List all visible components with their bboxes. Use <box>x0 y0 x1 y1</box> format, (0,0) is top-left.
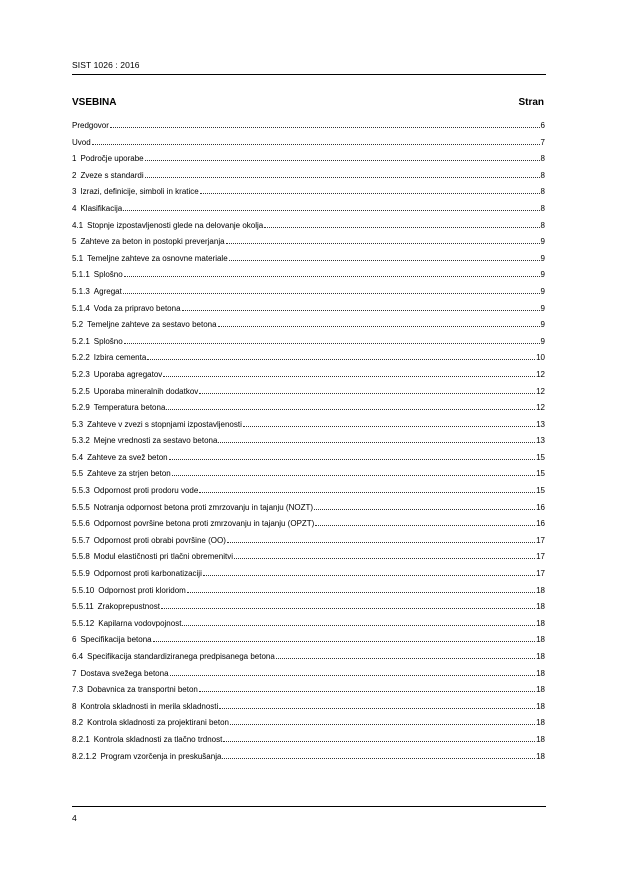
toc-entry-title: Kontrola skladnosti in merila skladnosti <box>80 701 219 711</box>
toc-entry-title: Splošno <box>93 336 123 346</box>
toc-entry[interactable] <box>72 400 545 417</box>
toc-entry-number: 5.1.4 <box>72 303 90 313</box>
toc-entry-page: 18 <box>536 718 545 728</box>
toc-entry-title: Izrazi, definicije, simboli in kratice <box>80 187 199 197</box>
toc-entry-number: 7 <box>72 668 77 678</box>
toc-entry-number: 5 <box>72 237 77 247</box>
toc-leader-dots <box>243 425 535 427</box>
toc-leader-dots <box>163 375 535 377</box>
toc-entry-number: 5.5.8 <box>72 552 90 562</box>
toc-leader-dots <box>172 474 535 476</box>
toc-entry-text <box>72 267 123 284</box>
toc-entry-number: 5.3 <box>72 419 84 429</box>
toc-entry[interactable] <box>72 151 545 168</box>
toc-entry[interactable] <box>72 118 545 135</box>
toc-title: VSEBINA <box>72 97 117 108</box>
toc-entry-text <box>72 632 152 649</box>
toc-entry[interactable] <box>72 632 545 649</box>
toc-entry-title: Temeljne zahteve za sestavo betona <box>87 320 217 330</box>
toc-leader-dots <box>276 657 535 659</box>
toc-leader-dots <box>123 292 540 294</box>
toc-entry[interactable] <box>72 566 545 583</box>
toc-entry-text <box>72 732 222 749</box>
toc-entry[interactable] <box>72 201 545 218</box>
toc-entry[interactable] <box>72 317 545 334</box>
toc-entry[interactable] <box>72 184 545 201</box>
toc-entry-title: Odpornost proti obrabi površine (OO) <box>93 535 226 545</box>
toc-entry[interactable] <box>72 699 545 716</box>
toc-entry-text <box>72 168 144 185</box>
toc-entry-text <box>72 715 229 732</box>
toc-leader-dots <box>234 557 535 559</box>
toc-leader-dots <box>264 226 539 228</box>
toc-entry[interactable] <box>72 284 545 301</box>
toc-entry-number: 8.2.1.2 <box>72 751 97 761</box>
toc-leader-dots <box>124 275 540 277</box>
toc-entry-text <box>72 417 242 434</box>
toc-entry-page: 18 <box>536 585 545 595</box>
toc-leader-dots <box>315 524 535 526</box>
toc-entry[interactable] <box>72 682 545 699</box>
toc-leader-dots <box>199 690 535 692</box>
toc-entry-number: 5.5.7 <box>72 535 90 545</box>
toc-entry-title: Odpornost površine betona proti zmrzovanju in tajanju (OPZT) <box>93 519 315 529</box>
toc-entry-text <box>72 549 233 566</box>
toc-entry-number: 5.1.1 <box>72 270 90 280</box>
toc-leader-dots <box>92 143 540 145</box>
toc-entry[interactable] <box>72 666 545 683</box>
toc-entry-text <box>72 533 226 550</box>
toc-entry-text <box>72 350 146 367</box>
toc-entry-number: 2 <box>72 170 77 180</box>
toc-entry-text <box>72 666 169 683</box>
toc-entry-text <box>72 234 225 251</box>
toc-entry-text <box>72 566 202 583</box>
toc-entry-page: 15 <box>536 486 545 496</box>
toc-entry-page: 18 <box>536 751 545 761</box>
toc-leader-dots <box>169 458 535 460</box>
toc-entry-text <box>72 699 218 716</box>
toc-entry-title: Kontrola skladnosti za projektirani beton <box>87 718 229 728</box>
toc-entry-text <box>72 616 181 633</box>
toc-entry[interactable] <box>72 533 545 550</box>
toc-leader-dots <box>145 159 540 161</box>
table-of-contents <box>72 118 545 765</box>
toc-entry-number: 5.2.9 <box>72 403 90 413</box>
toc-entry-page: 18 <box>536 602 545 612</box>
toc-heading <box>72 97 546 111</box>
toc-entry-number: 6.4 <box>72 652 84 661</box>
toc-entry[interactable] <box>72 616 545 633</box>
toc-entry-page: 17 <box>536 552 545 562</box>
toc-entry-title: Uporaba agregatov <box>93 369 163 379</box>
toc-entry-page: 18 <box>536 618 545 628</box>
toc-entry-title: Področje uporabe <box>80 154 144 164</box>
toc-entry-text <box>72 317 217 334</box>
toc-entry-page: 8 <box>540 187 545 197</box>
toc-entry[interactable] <box>72 749 545 766</box>
toc-entry[interactable] <box>72 450 545 467</box>
toc-entry-number: 5.3.2 <box>72 436 90 446</box>
toc-entry-title: Odpornost proti karbonatizaciji <box>93 569 202 579</box>
toc-entry-title: Temperatura betona <box>93 403 166 413</box>
toc-entry-text <box>72 466 171 483</box>
toc-entry[interactable] <box>72 500 545 517</box>
toc-entry-title: Splošno <box>93 270 123 280</box>
toc-leader-dots <box>124 342 540 344</box>
toc-entry-page: 12 <box>536 403 545 413</box>
toc-entry-text <box>72 516 314 533</box>
toc-leader-dots <box>227 541 535 543</box>
toc-leader-dots <box>219 707 535 709</box>
toc-entry-title: Specifikacija standardiziranega predpisanega betona <box>87 652 275 661</box>
toc-entry-number: 5.2.2 <box>72 353 90 363</box>
toc-entry-page: 13 <box>536 419 545 429</box>
toc-entry-number: 5.2.3 <box>72 369 90 379</box>
toc-leader-dots <box>199 392 535 394</box>
page-footer <box>72 806 546 827</box>
toc-entry-page: 15 <box>536 452 545 462</box>
toc-entry-title: Program vzorčenja in preskušanja <box>100 751 222 761</box>
toc-entry-text <box>72 251 228 268</box>
toc-entry-title: Kontrola skladnosti za tlačno trdnost <box>93 734 223 744</box>
toc-entry-text <box>72 284 122 301</box>
toc-entry-page: 12 <box>536 386 545 396</box>
toc-entry-title: Uporaba mineralnih dodatkov <box>93 386 199 396</box>
toc-entry[interactable] <box>72 649 545 666</box>
toc-entry[interactable] <box>72 251 545 268</box>
toc-entry[interactable] <box>72 583 545 600</box>
toc-entry-number: 5.5.10 <box>72 585 95 595</box>
toc-entry[interactable] <box>72 417 545 434</box>
toc-leader-dots <box>222 757 535 759</box>
toc-entry-text <box>72 500 313 517</box>
toc-entry-title: Specifikacija betona <box>80 635 152 645</box>
toc-entry-page: 8 <box>540 170 545 180</box>
toc-entry-number: 5.5.11 <box>72 602 94 612</box>
toc-leader-dots <box>200 192 540 194</box>
toc-entry[interactable] <box>72 483 545 500</box>
toc-entry-title: Dobavnica za transportni beton <box>87 685 198 695</box>
toc-leader-dots <box>123 209 539 211</box>
toc-leader-dots <box>314 508 535 510</box>
toc-leader-dots <box>230 723 535 725</box>
toc-entry-page: 9 <box>540 303 545 313</box>
toc-entry-text <box>72 218 263 235</box>
toc-entry-number: 8 <box>72 701 77 711</box>
toc-entry-page: 18 <box>536 734 545 744</box>
toc-leader-dots <box>153 640 535 642</box>
toc-entry-page: 16 <box>536 519 545 529</box>
toc-entry-text <box>72 400 165 417</box>
toc-entry[interactable] <box>72 135 545 152</box>
toc-entry[interactable] <box>72 334 545 351</box>
toc-entry-page: 9 <box>540 270 545 280</box>
toc-entry-title: Izbira cementa <box>93 353 147 363</box>
toc-entry-text <box>72 151 144 168</box>
toc-entry-title: Temeljne zahteve za osnovne materiale <box>87 253 228 263</box>
toc-entry[interactable] <box>72 549 545 566</box>
toc-entry-title: Modul elastičnosti pri tlačni obremenitvi <box>93 552 233 562</box>
toc-entry-title: Zrakoprepustnost <box>97 602 160 612</box>
toc-entry[interactable] <box>72 433 545 450</box>
toc-entry-page: 9 <box>540 320 545 330</box>
toc-entry-text <box>72 384 198 401</box>
toc-entry-title: Agregat <box>93 286 122 296</box>
toc-leader-dots <box>182 624 535 626</box>
toc-leader-dots <box>218 441 535 443</box>
toc-leader-dots <box>145 176 540 178</box>
toc-entry-title: Mejne vrednosti za sestavo betona <box>93 436 218 446</box>
toc-entry[interactable] <box>72 367 545 384</box>
toc-entry-text <box>72 682 198 699</box>
toc-entry-text <box>72 201 122 218</box>
toc-entry-page: 9 <box>540 237 545 247</box>
toc-leader-dots <box>182 309 540 311</box>
toc-entry-page: 10 <box>536 353 545 363</box>
page-column-label: Stran <box>518 97 544 108</box>
toc-entry-text <box>72 483 198 500</box>
toc-entry-title: Kapilarna vodovpojnost <box>98 618 182 628</box>
toc-leader-dots <box>166 408 535 410</box>
toc-entry-number: 7.3 <box>72 685 84 695</box>
toc-entry-page: 16 <box>536 502 545 512</box>
toc-entry-page: 13 <box>536 436 545 446</box>
toc-entry-number: 8.2.1 <box>72 734 90 744</box>
toc-leader-dots <box>203 574 535 576</box>
toc-entry-number: 5.5 <box>72 469 84 479</box>
toc-entry-page: 8 <box>540 220 545 230</box>
toc-entry-text <box>72 135 91 152</box>
toc-entry-number: 5.1 <box>72 253 84 263</box>
toc-leader-dots <box>110 126 540 128</box>
toc-entry[interactable] <box>72 234 545 251</box>
toc-entry-page: 18 <box>536 701 545 711</box>
toc-entry-page: 18 <box>536 652 545 661</box>
toc-entry-page: 12 <box>536 369 545 379</box>
page-number: 4 <box>72 813 77 823</box>
toc-entry-title: Klasifikacija <box>80 203 123 213</box>
toc-entry-number: 1 <box>72 154 77 164</box>
toc-entry-number: 5.2.1 <box>72 336 90 346</box>
toc-entry[interactable] <box>72 267 545 284</box>
toc-entry-title: Odpornost proti kloridom <box>98 585 186 595</box>
toc-entry[interactable] <box>72 599 545 616</box>
toc-entry[interactable] <box>72 384 545 401</box>
toc-entry[interactable] <box>72 732 545 749</box>
toc-entry-page: 15 <box>536 469 545 479</box>
toc-entry-number: 4.1 <box>72 220 84 230</box>
toc-entry[interactable] <box>72 350 545 367</box>
document-id: SIST 1026 : 2016 <box>72 60 140 70</box>
toc-entry-number: 5.5.5 <box>72 502 90 512</box>
toc-entry-text <box>72 450 168 467</box>
toc-entry-number: 8.2 <box>72 718 84 728</box>
toc-entry-number: 5.2.5 <box>72 386 90 396</box>
toc-entry-title: Voda za pripravo betona <box>93 303 181 313</box>
toc-entry-page: 8 <box>540 154 545 164</box>
toc-entry-title: Notranja odpornost betona proti zmrzovanju in tajanju (NOZT) <box>93 502 314 512</box>
toc-entry-text <box>72 334 123 351</box>
toc-entry-title: Predgovor <box>72 121 109 130</box>
toc-entry-page: 18 <box>536 685 545 695</box>
toc-entry-title: Zahteve za strjen beton <box>87 469 171 479</box>
toc-entry-number: 6 <box>72 635 77 645</box>
toc-entry-title: Odpornost proti prodoru vode <box>93 486 199 496</box>
toc-entry[interactable] <box>72 516 545 533</box>
toc-entry-number: 5.5.3 <box>72 486 90 496</box>
toc-entry-text <box>72 184 199 201</box>
toc-entry-text <box>72 367 162 384</box>
toc-entry-page: 9 <box>540 286 545 296</box>
toc-entry-title: Zahteve za beton in postopki preverjanja <box>80 237 225 247</box>
toc-entry-number: 3 <box>72 187 77 197</box>
toc-leader-dots <box>147 358 535 360</box>
toc-entry-page: 9 <box>540 336 545 346</box>
toc-entry-number: 5.5.9 <box>72 569 90 579</box>
toc-entry-number: 5.5.12 <box>72 618 95 628</box>
toc-entry-page: 9 <box>540 253 545 263</box>
toc-entry[interactable] <box>72 168 545 185</box>
toc-entry-page: 8 <box>540 203 545 213</box>
toc-entry-text <box>72 649 275 666</box>
toc-entry-title: Zahteve v zvezi s stopnjami izpostavljenosti <box>87 419 242 429</box>
toc-entry-number: 5.5.6 <box>72 519 90 529</box>
toc-entry-page: 7 <box>540 137 545 147</box>
toc-leader-dots <box>229 259 540 261</box>
toc-entry-text <box>72 599 160 616</box>
toc-entry-title: Zveze s standardi <box>80 170 144 180</box>
toc-entry-number: 5.4 <box>72 452 84 462</box>
toc-entry-number: 5.2 <box>72 320 84 330</box>
toc-leader-dots <box>218 325 540 327</box>
toc-entry-page: 6 <box>540 121 545 130</box>
toc-leader-dots <box>187 591 535 593</box>
toc-entry-number: 5.1.3 <box>72 286 90 296</box>
toc-entry-page: 18 <box>536 635 545 645</box>
toc-leader-dots <box>161 607 535 609</box>
toc-entry-page: 17 <box>536 535 545 545</box>
toc-leader-dots <box>226 242 540 244</box>
toc-entry-text <box>72 118 109 135</box>
toc-entry-text <box>72 301 181 318</box>
toc-entry[interactable] <box>72 715 545 732</box>
toc-entry-page: 17 <box>536 569 545 579</box>
toc-entry[interactable] <box>72 466 545 483</box>
toc-entry-text <box>72 433 217 450</box>
toc-leader-dots <box>223 740 535 742</box>
page-header <box>72 60 546 75</box>
toc-entry-number: 4 <box>72 203 77 213</box>
toc-entry-title: Uvod <box>72 137 91 147</box>
toc-entry[interactable] <box>72 218 545 235</box>
toc-leader-dots <box>170 674 536 676</box>
toc-leader-dots <box>199 491 535 493</box>
toc-entry-title: Stopnje izpostavljenosti glede na delovanje okolja <box>87 220 264 230</box>
toc-entry-title: Dostava svežega betona <box>80 668 169 678</box>
toc-entry-text <box>72 749 221 766</box>
toc-entry-text <box>72 583 186 600</box>
toc-entry-page: 18 <box>536 668 545 678</box>
toc-entry[interactable] <box>72 301 545 318</box>
toc-entry-title: Zahteve za svež beton <box>87 452 168 462</box>
